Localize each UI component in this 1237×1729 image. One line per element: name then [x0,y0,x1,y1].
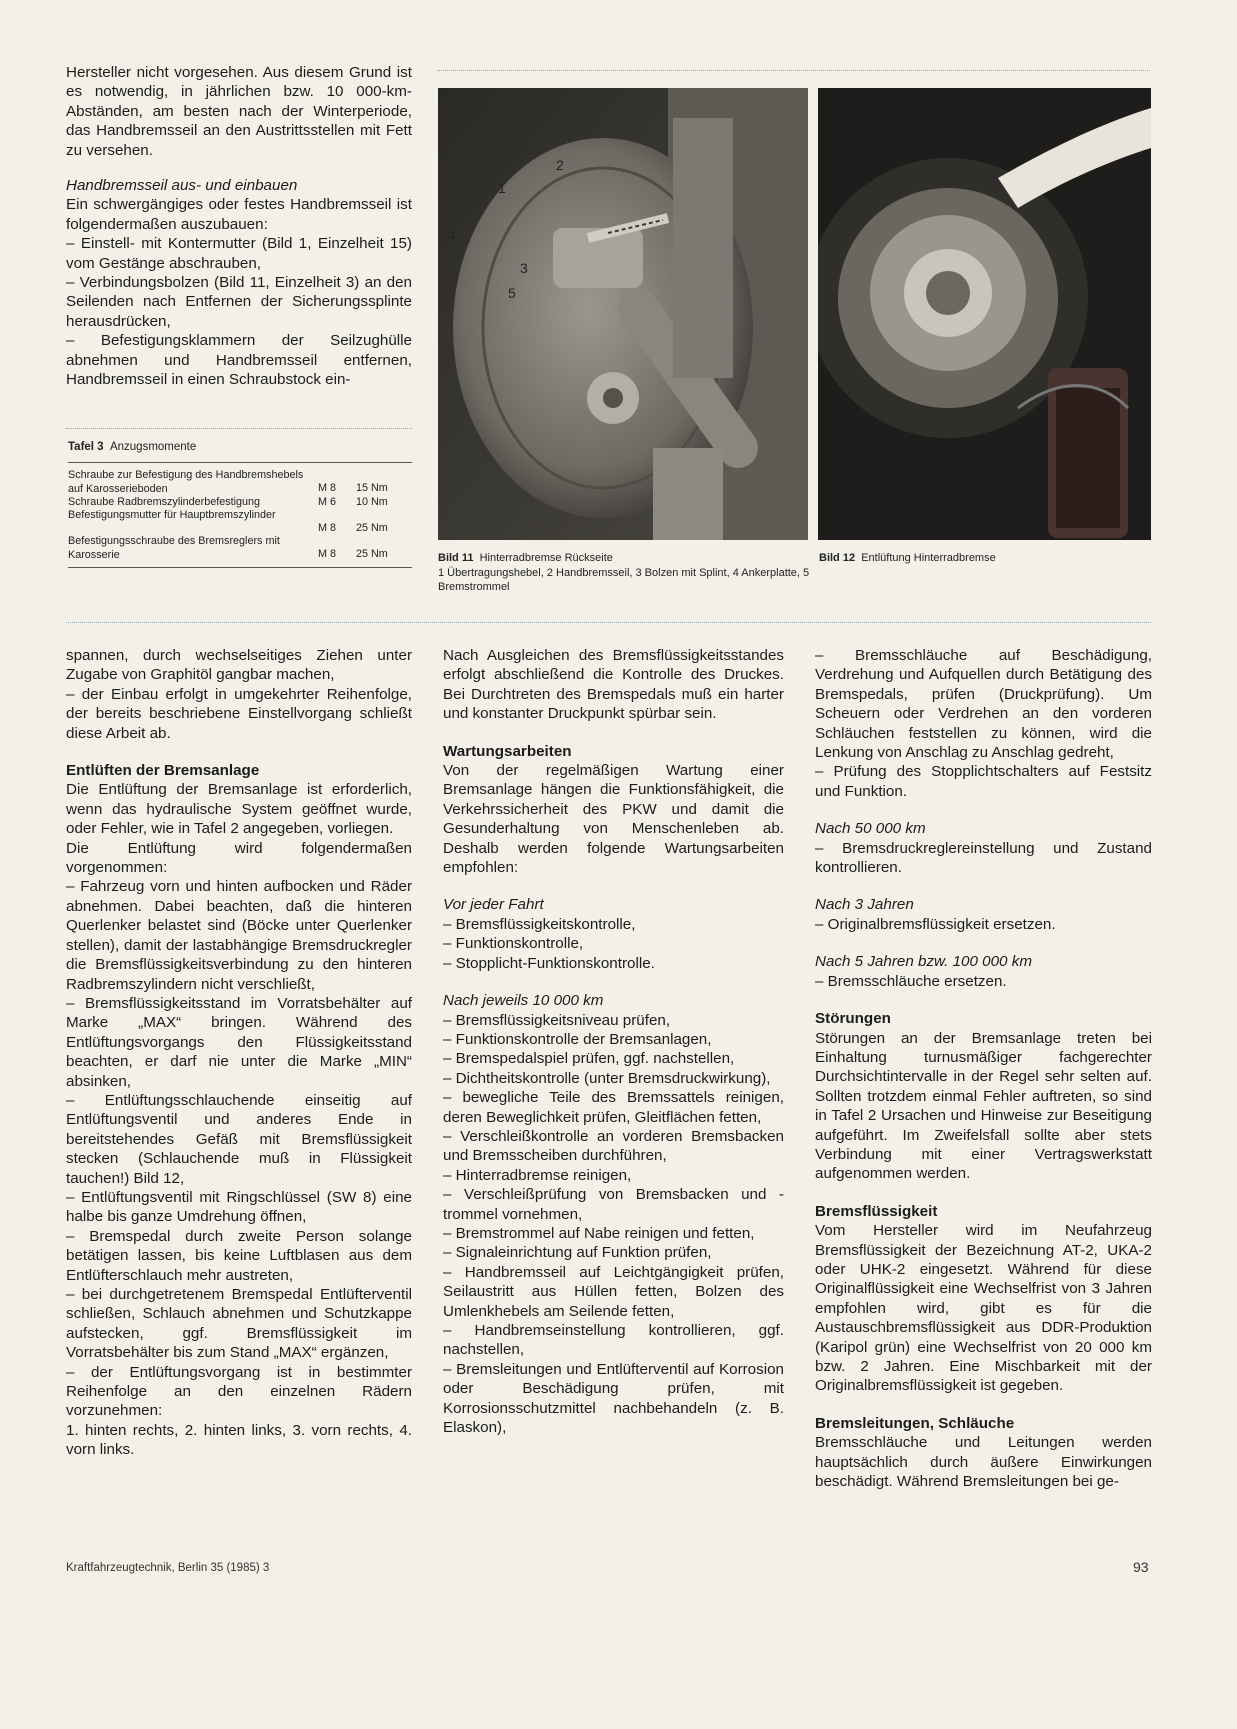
journal-footer: Kraftfahrzeugtechnik, Berlin 35 (1985) 3 [66,1562,270,1574]
maintenance-item: – Funktionskontrolle der Bremsanlagen, [443,1030,712,1048]
maintenance-item: – Originalbremsflüssigkeit ersetzen. [815,915,1056,933]
figure-12-title: Entlüftung Hinterradbremse [861,552,996,564]
table-cell-size: M 8 [318,482,336,495]
bleeding-step: – Bremsflüssigkeitsstand im Vorratsbehälter auf Marke „MAX“ bringen. Während des Entlüftungsvorgangs den Flüssigkeitsstand beachten, er darf nie unter die Marke „MIN“ absinken, [66,994,412,1090]
bleeding-step: – der Entlüftungsvorgang ist in bestimmter Reihenfolge an den einzelnen Rädern vorzunehmen: [66,1363,412,1420]
bleeding-step: – Fahrzeug vorn und hinten aufbocken und Räder abnehmen. Dabei beachten, daß die hinteren Querlenker belastet sind (Böcke unter Querlenker stellen), damit der lastabhängige Bremsdruckregler die Bremsflüssigkeitsverbindung zu den hinteren Radbremszylindern nicht verschließt, [66,878,412,993]
subheading-cable: Handbremsseil aus- und einbauen [66,177,298,195]
table-row [68,535,414,562]
mid-divider [66,622,1151,623]
figure-11-label: Bild 11 [438,552,474,564]
bleeding-step: – Bremspedal durch zweite Person solange betätigen lassen, bis keine Luftblasen aus dem Entlüfterschlauch mehr austreten, [66,1227,412,1284]
table-cell-torque: 25 Nm [356,548,388,561]
maintenance-item: – Bremsflüssigkeitskontrolle, [443,915,636,933]
col2-paragraph: Von der regelmäßigen Wartung einer Bremsanlage hängen die Funktionsfähigkeit, die Verkehrssicherheit des PKW und damit die Gesunderhaltung von Menschenleben ab. Deshalb werden folgende Wartungsarbeiten empfohlen: [443,762,784,877]
subheading-3-years: Nach 3 Jahren [815,896,914,914]
heading-brake-lines: Bremsleitungen, Schläuche [815,1414,1015,1432]
table-cell-size: M 8 [318,522,336,535]
table-cell-desc: Befestigungsschraube des Bremsreglers mit Karosserie [68,535,280,561]
callout-label: 5 [508,285,516,301]
col2-paragraph: Nach Ausgleichen des Bremsflüssigkeitsstandes erfolgt abschließend die Kontrolle des Druckes. Bei Durchtreten des Bremspedals muß ein harter und konstanter Druckpunkt spürbar sein. [443,647,784,723]
column-2 [443,646,784,1437]
figure-11-caption [438,551,810,595]
maintenance-item: – Bremsschläuche ersetzen. [815,972,1007,990]
table-title [68,441,414,454]
table-cell-desc: Schraube Radbremszylinderbefestigung [68,495,261,508]
subheading-5-years: Nach 5 Jahren bzw. 100 000 km [815,953,1032,971]
figure-12-caption [819,551,1152,566]
col3-paragraph: Vom Hersteller wird im Neufahrzeug Bremsflüssigkeit der Bezeichnung AT-2, UKA-2 oder UHK-2 eingesetzt. Während für diese Originalflüssigkeit eine Wechselfrist von 3 Jahren empfohlen wird, gibt es für die Austauschbremsflüssigkeit aus DDR-Produktion (Karipol grün) eine Wechselfrist von 20 000 km bzw. 2 Jahren. Eine Mischbarkeit mit der Originalbremsflüssigkeit ist gegeben. [815,1222,1152,1395]
table-cell-desc: Befestigungsmutter für Hauptbremszylinder [68,509,276,522]
table-cell-desc: Schraube zur Befestigung des Handbremshebels auf Karosserieboden [68,469,304,495]
maintenance-item: – Bremsdruckreglereinstellung und Zustand kontrollieren. [815,839,1152,877]
cable-step: – Befestigungsklammern der Seilzughülle abnehmen und Handbremsseil entfernen, Handbremsseil in einen Schraubstock ein- [66,332,412,389]
maintenance-item: – Hinterradbremse reinigen, [443,1166,632,1184]
callout-label: 4 [448,227,456,243]
figure-12-label: Bild 12 [819,552,856,564]
figure-11-photo [438,88,808,540]
maintenance-item: – bewegliche Teile des Bremssattels reinigen, deren Beweglichkeit prüfen, Gleitflächen fetten, [443,1089,784,1126]
maintenance-item: – Prüfung des Stopplichtschalters auf Festsitz und Funktion. [815,763,1152,800]
page-number: 93 [1133,1559,1149,1575]
maintenance-item: – Stopplicht-Funktionskontrolle. [443,954,655,972]
col1-paragraph: Die Entlüftung der Bremsanlage ist erforderlich, wenn das hydraulische System geöffnet wurde, oder Fehler, wie in Tafel 2 angegeben, vorliegen. [66,781,412,838]
maintenance-item: – Bremsleitungen und Entlüfterventil auf Korrosion oder Beschädigung prüfen, mit Korrosionsschutzmittel nachbehandeln (z. B. Elaskon), [443,1360,784,1437]
col1-paragraph: – der Einbau erfolgt in umgekehrter Reihenfolge, der bereits beschriebene Einstellvorgang schließt diese Arbeit ab. [66,685,412,742]
subheading-50000km: Nach 50 000 km [815,820,926,838]
maintenance-item: – Signaleinrichtung auf Funktion prüfen, [443,1244,712,1262]
bleeding-brake-illustration [818,88,1151,540]
figure-11-title: Hinterradbremse Rückseite [479,552,613,564]
bleeding-order: 1. hinten rechts, 2. hinten links, 3. vorn rechts, 4. vorn links. [66,1421,412,1459]
table-number: Tafel 3 [68,441,104,453]
col1-paragraph: Die Entlüftung wird folgendermaßen vorgenommen: [66,839,412,877]
table-title-text: Anzugsmomente [109,441,197,453]
callout-label: 1 [498,180,506,196]
bleeding-step: – Entlüftungsschlauchende einseitig auf Entlüftungsventil und anderes Ende in bereitstehendes Gefäß mit Bremsflüssigkeit stecken (Schlauchende muß in Flüssigkeit tauchen!) Bild 12, [66,1091,412,1187]
col3-paragraph: Bremsschläuche und Leitungen werden hauptsächlich durch äußere Einwirkungen beschädigt. Während Bremsleitungen bei ge- [815,1434,1152,1491]
brake-drum-rear-illustration [438,88,808,540]
table-cell-torque: 25 Nm [356,522,388,535]
table-row [68,509,414,535]
cable-step: – Einstell- mit Kontermutter (Bild 1, Einzelheit 15) vom Gestänge abschrauben, [66,235,412,272]
figure-12-photo [818,88,1151,540]
heading-bleeding: Entlüften der Bremsanlage [66,762,260,780]
maintenance-item: – Verschleißprüfung von Bremsbacken und -trommel vornehmen, [443,1186,784,1223]
maintenance-item: – Handbremseinstellung kontrollieren, ggf. nachstellen, [443,1322,784,1359]
table-cell-torque: 10 Nm [356,495,388,508]
heading-faults: Störungen [815,1010,891,1028]
callout-label: 2 [556,157,564,173]
table-cell-size: M 8 [318,548,336,561]
cable-step: – Verbindungsbolzen (Bild 11, Einzelheit 3) an den Seilenden nach Entfernen der Sicherungssplinte herausdrücken, [66,274,412,330]
callout-label: 3 [520,260,528,276]
maintenance-item: – Funktionskontrolle, [443,935,584,953]
maintenance-item: – Bremspedalspiel prüfen, ggf. nachstellen, [443,1050,735,1068]
table-divider-top [66,428,412,429]
heading-maintenance: Wartungsarbeiten [443,742,572,760]
bleeding-step: – Entlüftungsventil mit Ringschlüssel (SW 8) eine halbe bis ganze Umdrehung öffnen, [66,1188,412,1226]
cable-paragraph: Ein schwergängiges oder festes Handbremsseil ist folgendermaßen auszubauen: [66,196,412,233]
top-left-column [66,63,412,390]
maintenance-item: – Handbremsseil auf Leichtgängigkeit prüfen, Seilaustritt aus Hüllen fetten, Bolzen des Umlenkhebels am Seilende fetten, [443,1263,784,1320]
maintenance-item: – Bremsflüssigkeitsniveau prüfen, [443,1011,671,1029]
subheading-10000km: Nach jeweils 10 000 km [443,992,604,1010]
subheading-before-drive: Vor jeder Fahrt [443,896,544,914]
table-row [68,496,414,509]
maintenance-item: – Verschleißkontrolle an vorderen Bremsbacken und Bremsscheiben durchführen, [443,1127,784,1165]
table-cell-torque: 15 Nm [356,482,388,495]
maintenance-item: – Dichtheitskontrolle (unter Bremsdruckwirkung), [443,1069,771,1087]
maintenance-item: – Bremsschläuche auf Beschädigung, Verdrehung und Aufquellen durch Betätigung des Bremspedals, prüfen (Druckprüfung). Um Scheuern oder Verdrehen an den vorderen Schläuchen feststellen zu können, wird die Lenkung von Anschlag zu Anschlag gedreht, [815,647,1152,762]
col3-paragraph: Störungen an der Bremsanlage treten bei Einhaltung turnusmäßiger fachgerechter Durchsichtintervalle in der Regel sehr selten auf. Sollten trotzdem einmal Fehler auftreten, so sind in Tafel 2 Ursachen und Hinweise zur Beseitigung aufgeführt. Im Zweifelsfall sollte aber stets Verbindung mit einer Vertragswerkstatt aufgenommen werden. [815,1029,1152,1183]
bleeding-step: – bei durchgetretenem Bremspedal Entlüfterventil schließen, Schlauch abnehmen und Schutzkappe aufstecken, ggf. Bremsflüssigkeit im Vorratsbehälter bis zum Stand „MAX“ ergänzen, [66,1286,412,1362]
table-cell-size: M 6 [318,495,336,508]
heading-brake-fluid: Bremsflüssigkeit [815,1202,938,1220]
torque-table [68,441,414,568]
table-row [68,469,414,496]
intro-paragraph: Hersteller nicht vorgesehen. Aus diesem Grund ist es notwendig, in jährlichen bzw. 10 000-km-Abständen, am besten nach der Winterperiode, das Handbremsseil an den Austrittsstellen mit Fett zu versehen. [66,64,412,159]
column-3 [815,646,1152,1491]
column-1 [66,646,412,1460]
figure-11-legend: 1 Übertragungshebel, 2 Handbremsseil, 3 Bolzen mit Splint, 4 Ankerplatte, 5 Bremstrommel [438,566,810,593]
top-divider [437,70,1150,71]
col1-paragraph: spannen, durch wechselseitiges Ziehen unter Zugabe von Graphitöl gangbar machen, [66,647,412,684]
maintenance-item: – Bremstrommel auf Nabe reinigen und fetten, [443,1224,755,1242]
